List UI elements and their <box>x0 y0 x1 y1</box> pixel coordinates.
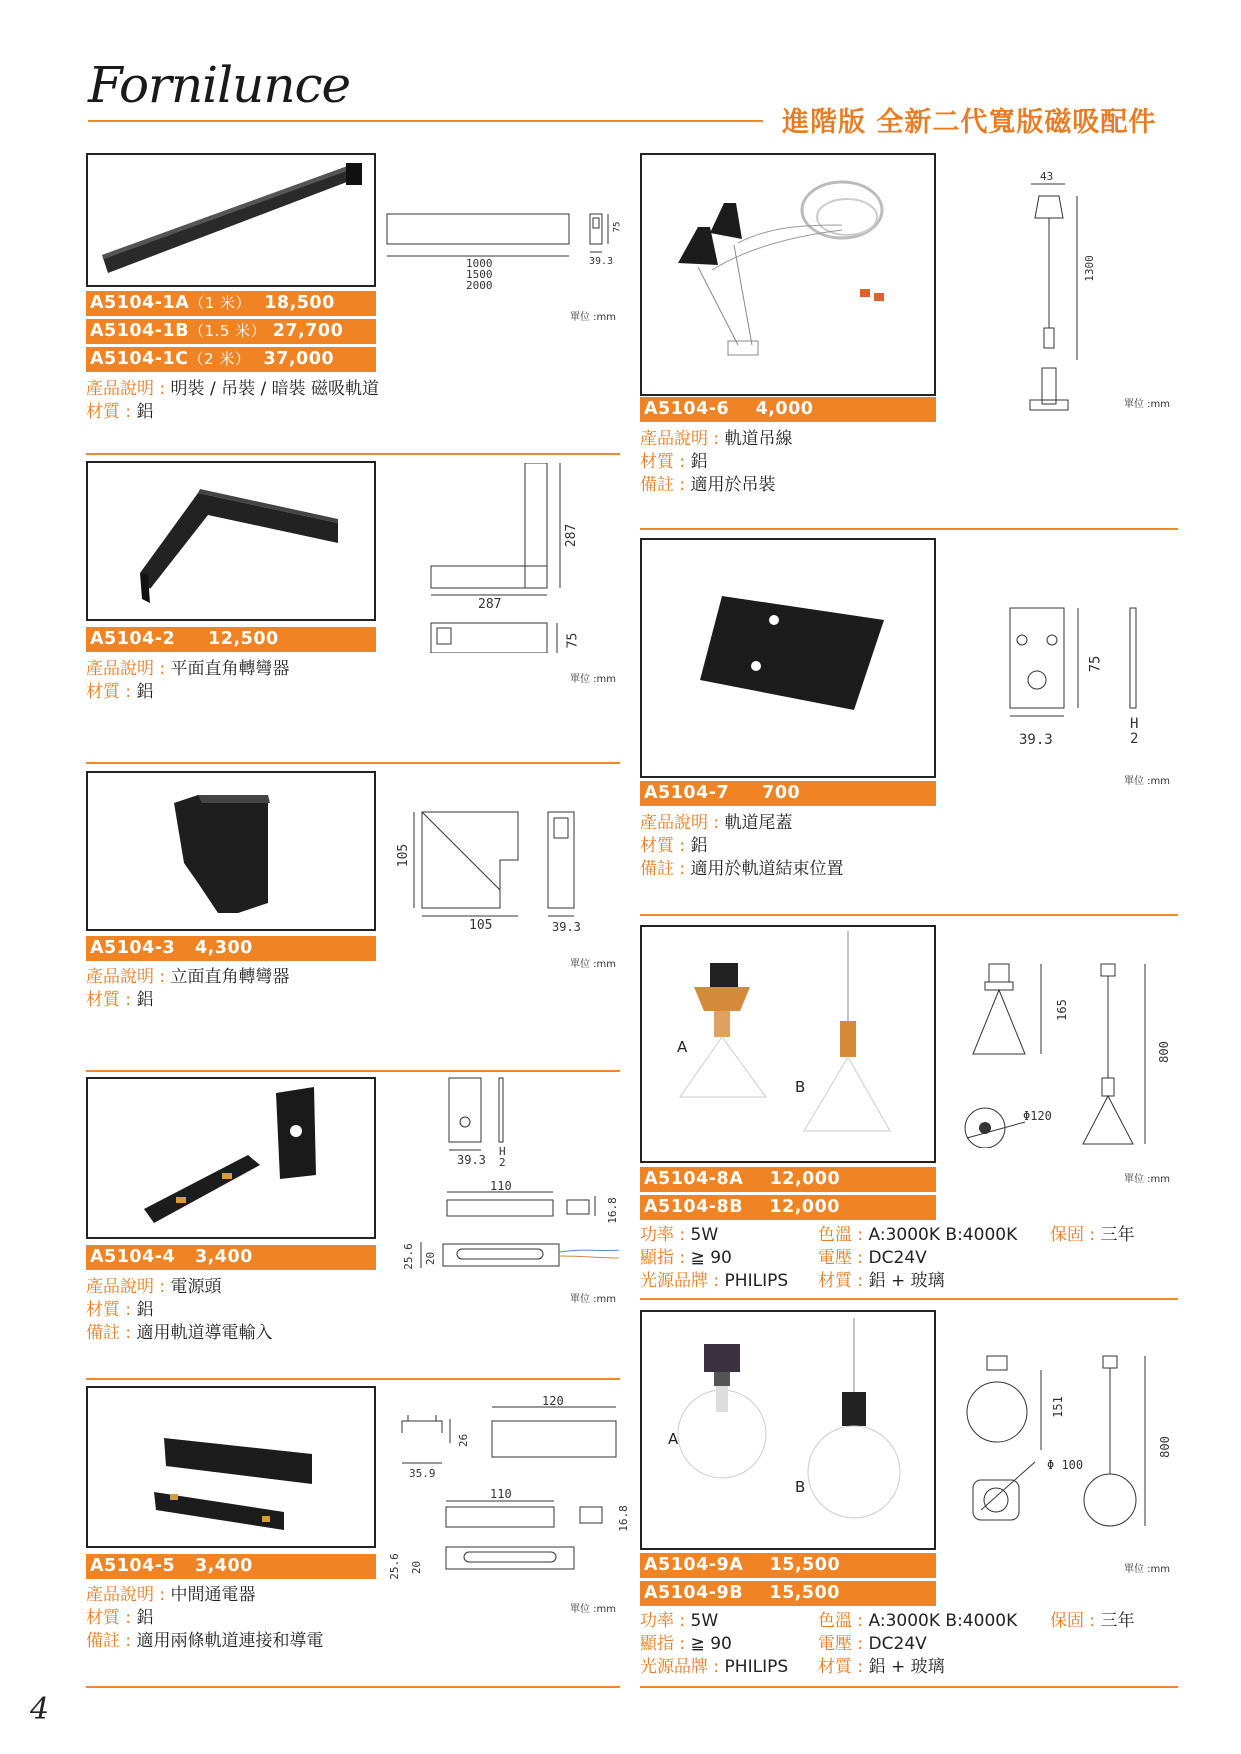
unit-label: 單位 :mm <box>1124 399 1171 410</box>
dim-cp-d: Φ120 <box>1023 1109 1052 1123</box>
drawing-globe-pendant <box>955 1350 1175 1540</box>
power-head-render <box>88 1079 374 1237</box>
product-photo-globe-pendant <box>640 1310 936 1550</box>
header-rule <box>88 120 763 122</box>
divider <box>640 1298 1178 1300</box>
unit-label: 單位 :mm <box>570 1604 617 1615</box>
product-9-warranty: 保固 : 三年 <box>1050 1611 1135 1631</box>
product-photo-end-cap <box>640 538 936 778</box>
dim-mc-l2: 110 <box>490 1487 512 1501</box>
price-row-8b: A5104-8B 12,000 <box>640 1195 936 1220</box>
product-1-info: 產品說明 : 明裝 / 吊裝 / 暗裝 磁吸軌道 材質 : 鋁 <box>86 379 380 422</box>
product-photo-corner <box>86 461 376 621</box>
product-3-info: 產品說明 : 立面直角轉彎器 材質 : 鋁 <box>86 967 290 1010</box>
corner-render <box>88 463 374 619</box>
dim-height: 75 <box>612 221 623 233</box>
product-9-specs-b: 色溫 : A:3000K B:4000K 電壓 : DC24V 材質 : 鋁 + 玻璃 <box>818 1611 1018 1677</box>
dim-ph-w: 39.3 <box>457 1153 486 1167</box>
product-8-warranty: 保固 : 三年 <box>1050 1225 1135 1245</box>
dim-length-2000: 2000 <box>466 279 493 292</box>
divider <box>86 453 620 455</box>
dim-cp-h: 165 <box>1054 999 1069 1021</box>
price-row-6: A5104-6 4,000 <box>640 397 936 422</box>
dim-gp-d: Φ 100 <box>1047 1458 1084 1472</box>
product-2-info: 產品說明 : 平面直角轉彎器 材質 : 鋁 <box>86 659 290 702</box>
dim-ph-l: 110 <box>490 1179 512 1193</box>
dim-ec-w: 39.3 <box>1019 732 1053 748</box>
dim-length-1500: 1500 <box>466 268 493 281</box>
dim-vc-b: 105 <box>469 918 493 933</box>
variant-a-label: A <box>677 1038 688 1056</box>
dim-cp-l: 800 <box>1156 1041 1171 1063</box>
product-photo-hanging-wire <box>640 153 936 396</box>
product-6-info: 產品說明 : 軌道吊線 材質 : 鋁 備註 : 適用於吊裝 <box>640 429 793 495</box>
dim-gp-h: 151 <box>1050 1396 1065 1418</box>
dim-hw-h: 1300 <box>1082 255 1096 282</box>
globe-pendant-render <box>642 1312 934 1548</box>
dim-corner-a: 287 <box>564 523 580 548</box>
unit-label: 單位 :mm <box>1124 1564 1171 1575</box>
divider <box>640 914 1178 916</box>
divider <box>640 1686 1178 1688</box>
price-row-3: A5104-3 4,300 <box>86 936 376 961</box>
price-row-1c: A5104-1C（2 米） 37,000 <box>86 347 376 372</box>
drawing-cone-pendant <box>955 958 1175 1148</box>
dim-mc-b: 20 <box>410 1560 424 1575</box>
price-row-1a: A5104-1A（1 米） 18,500 <box>86 291 376 316</box>
drawing-end-cap <box>1000 600 1150 720</box>
dim-mc-h: 26 <box>457 1433 471 1448</box>
dim-ec-h: 75 <box>1087 655 1104 673</box>
price-row-2: A5104-2 12,500 <box>86 627 376 652</box>
dim-gp-l: 800 <box>1157 1436 1172 1458</box>
unit-label: 單位 :mm <box>570 312 617 323</box>
product-5-info: 產品說明 : 中間通電器 材質 : 鋁 備註 : 適用兩條軌道連接和導電 <box>86 1585 324 1651</box>
variant-a-label: A <box>668 1430 679 1448</box>
product-photo-mid-connector <box>86 1386 376 1548</box>
mid-connector-render <box>88 1388 374 1546</box>
dim-length-1000: 1000 <box>466 257 493 270</box>
divider <box>86 1070 620 1072</box>
dim-ph-h2: 2 <box>499 1156 506 1169</box>
brand-logo: Fornilunce <box>88 56 351 114</box>
dim-ec-t: H <box>1130 716 1139 732</box>
price-row-7: A5104-7 700 <box>640 781 936 806</box>
dim-vc-a: 105 <box>396 843 412 868</box>
divider <box>640 528 1178 530</box>
track-render <box>88 155 374 285</box>
product-8-specs-a: 功率 : 5W 顯指 : ≧ 90 光源品牌 : PHILIPS <box>640 1225 789 1291</box>
dim-hw-w: 43 <box>1040 170 1054 183</box>
variant-b-label: B <box>795 1478 806 1496</box>
drawing-corner <box>425 463 585 653</box>
price-row-9b: A5104-9B 15,500 <box>640 1581 936 1606</box>
product-4-info: 產品說明 : 電源頭 材質 : 鋁 備註 : 適用軌道導電輸入 <box>86 1277 273 1343</box>
drawing-power-head <box>395 1076 625 1271</box>
dim-mc-t: 16.8 <box>616 1505 630 1532</box>
dim-corner-b: 287 <box>478 597 502 612</box>
price-row-8a: A5104-8A 12,000 <box>640 1167 936 1192</box>
product-7-info: 產品說明 : 軌道尾蓋 材質 : 鋁 備註 : 適用於軌道結束位置 <box>640 813 844 879</box>
header-title: 進階版 全新二代寬版磁吸配件 <box>782 107 1157 138</box>
dim-ph-b: 20 <box>424 1251 438 1266</box>
product-photo-vertical-corner <box>86 771 376 931</box>
dim-vc-w: 39.3 <box>552 920 581 934</box>
divider <box>86 762 620 764</box>
dim-mc-a: 25.6 <box>387 1553 401 1580</box>
dim-ec-t2: 2 <box>1130 731 1139 747</box>
dim-width: 39.3 <box>589 256 614 267</box>
price-row-4: A5104-4 3,400 <box>86 1245 376 1270</box>
product-photo-power-head <box>86 1077 376 1239</box>
product-photo-track <box>86 153 376 287</box>
drawing-vertical-corner <box>408 808 608 918</box>
drawing-hanging-wire <box>1025 178 1115 418</box>
price-row-5: A5104-5 3,400 <box>86 1554 376 1579</box>
unit-label: 單位 :mm <box>570 1294 617 1305</box>
price-row-9a: A5104-9A 15,500 <box>640 1553 936 1578</box>
dim-ph-a: 25.6 <box>401 1243 415 1270</box>
dim-ph-h: H <box>499 1145 506 1158</box>
dim-mc-w: 35.9 <box>409 1467 436 1480</box>
product-8-specs-b: 色溫 : A:3000K B:4000K 電壓 : DC24V 材質 : 鋁 + 玻璃 <box>818 1225 1018 1291</box>
unit-label: 單位 :mm <box>1124 776 1171 787</box>
variant-b-label: B <box>795 1078 806 1096</box>
vertical-corner-render <box>88 773 374 929</box>
divider <box>86 1686 620 1688</box>
dim-ph-t: 16.8 <box>605 1197 619 1224</box>
dim-corner-h: 75 <box>565 632 581 649</box>
drawing-track <box>380 200 623 300</box>
hanging-wire-render <box>642 155 934 394</box>
unit-label: 單位 :mm <box>570 959 617 970</box>
price-row-1b: A5104-1B（1.5 米） 27,700 <box>86 319 376 344</box>
end-cap-render <box>642 540 934 776</box>
page-number: 4 <box>30 1692 50 1727</box>
dim-mc-l: 120 <box>542 1394 564 1408</box>
unit-label: 單位 :mm <box>570 674 617 685</box>
product-9-specs-a: 功率 : 5W 顯指 : ≧ 90 光源品牌 : PHILIPS <box>640 1611 789 1677</box>
divider <box>86 1378 620 1380</box>
unit-label: 單位 :mm <box>1124 1174 1171 1185</box>
